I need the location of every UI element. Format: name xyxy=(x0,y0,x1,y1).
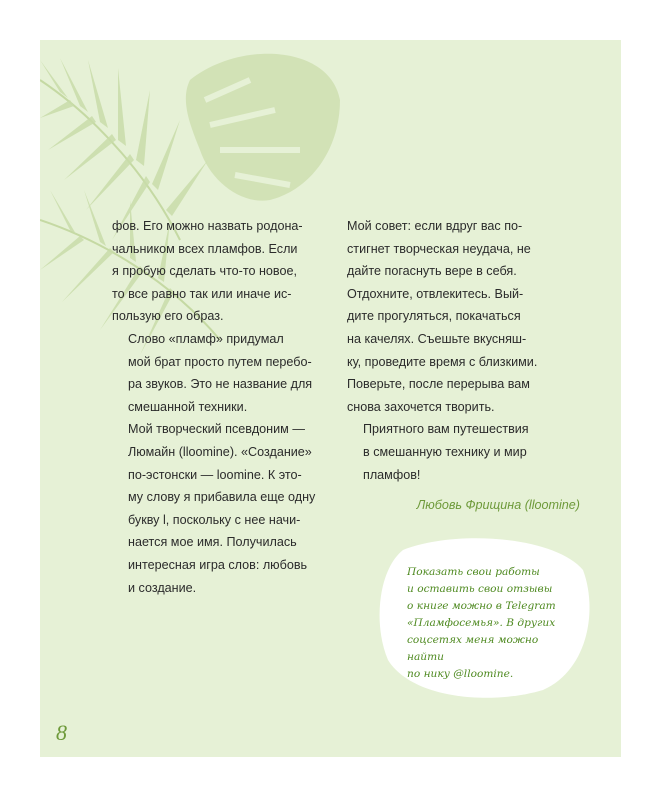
book-page xyxy=(40,40,621,757)
paragraph: Слово «пламф» придумал мой брат просто путем перебо- ра звуков. Это не название для смешанной техники. xyxy=(128,331,313,414)
social-note: Показать свои работы и оставить свои отзывы о книге можно в Telegram «Пламфосемья». В других соцсетях меня можно найти по нику @lloomine. xyxy=(407,566,556,680)
text-column-left xyxy=(112,215,366,599)
paragraph: Мой творческий псевдоним — Люмайн (lloomine). «Создание» по-эстонски — loomine. К это- му слову я прибавила еще одну букву l, поскольку с нее начи- нается мое имя. Получилась интересная игра слов: любовь и создание. xyxy=(128,422,316,595)
page-number: 8 xyxy=(56,720,67,745)
text-column-right xyxy=(347,215,580,517)
paragraph: Мой совет: если вдруг вас по- стигнет творческая неудача, не дайте погаснуть вере в себя. Отдохните, отвлекитесь. Вый- дите прогуляться, покачаться на качелях. Съешьте вкусняш- ку, проведите время с близкими. Поверьте, после перерыва вам снова захочется творить. xyxy=(347,219,538,414)
paragraph: Приятного вам путешествия в смешанную технику и мир пламфов! xyxy=(363,422,529,482)
author-signature: Любовь Фрищина (lloomine) xyxy=(416,498,580,513)
paragraph: фов. Его можно назвать родона- чальником всех пламфов. Если я пробую сделать что-то новое, то все равно так или иначе ис- пользую его образ. xyxy=(112,219,303,324)
